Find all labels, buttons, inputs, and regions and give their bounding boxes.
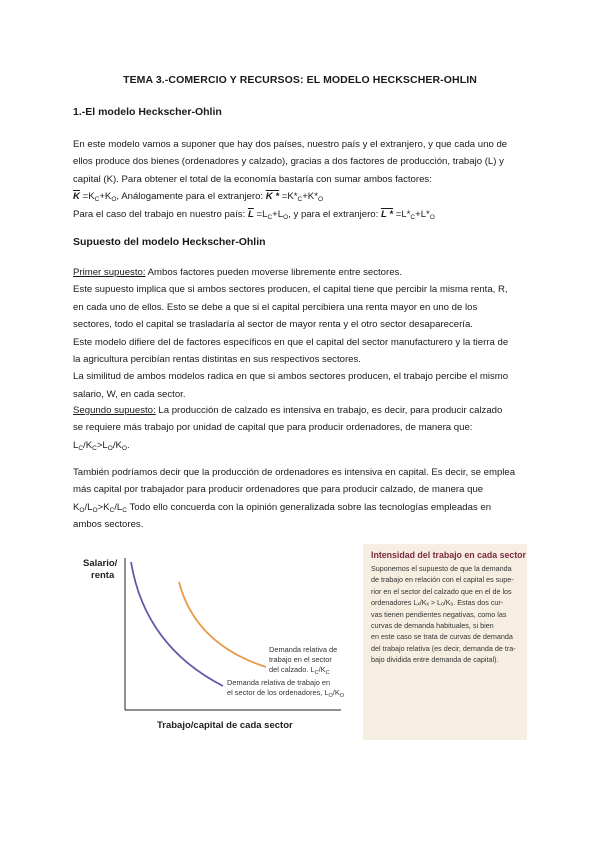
demand-curves-graph [73, 544, 361, 740]
text-line: la agricultura percibían rentas distintas en sus respectivos sectores. [73, 354, 361, 366]
equation-labor [73, 206, 527, 223]
subscript: O [79, 506, 85, 514]
subscript: C [94, 196, 100, 204]
eq-part: >L [96, 439, 108, 451]
third-paragraph [73, 464, 527, 534]
caption-title: Intensidad del trabajo en cada sector [371, 550, 526, 560]
section-heading-assumptions: Supuesto del modelo Heckscher-Ohlin [73, 236, 266, 248]
label-sub: C [325, 670, 330, 676]
text-line: ellos produce dos bienes (ordenadores y calzado), gracias a dos factores de producción, trabajo (L) y [73, 156, 504, 168]
eq-part: /L [114, 501, 123, 513]
label-part: /K [318, 665, 326, 674]
subscript: C [410, 213, 416, 221]
eq-part: /K [83, 439, 93, 451]
text-line: capital (K). Para obtener el total de la economía bastaría con sumar ambos factores: [73, 173, 432, 185]
label-sub: O [339, 693, 345, 699]
label-calzado-3 [269, 665, 330, 676]
page-title: TEMA 3.-COMERCIO Y RECURSOS: EL MODELO HECKSCHER-OHLIN [123, 74, 477, 86]
graph-svg [73, 544, 361, 740]
caption-line: de trabajo en relación con el capital es supe- [371, 575, 514, 585]
caption-line: bajo dividida entre demanda de capital). [371, 655, 499, 665]
label-part: del calzado. L [269, 665, 315, 674]
subscript: C [297, 196, 303, 204]
text-line: salario, W, en cada sector. [73, 388, 186, 400]
subscript: C [78, 444, 84, 452]
subscript: O [111, 196, 117, 204]
first-assumption-label: Primer supuesto: [73, 267, 146, 278]
curve-ordenadores [131, 562, 223, 686]
eq-part: +K [99, 191, 112, 203]
caption-line: vas tienen pendientes negativas, como las [371, 609, 507, 619]
text-line: sectores, todo el capital se trasladaría al sector de mayor renta y el otro sector desaparecería. [73, 319, 473, 331]
caption-line: rior en el sector del calzado que en el de los [371, 586, 512, 596]
text-line: La similitud de ambos modelos radica en que si ambos sectores producen, el trabajo percibe el mismo [73, 371, 509, 383]
caption-text [371, 563, 523, 666]
symbol-kstar-bar: K * [265, 191, 280, 203]
text-part: La producción de calzado es intensiva en trabajo, es decir, para producir calzado [155, 405, 503, 416]
eq-part: =K [82, 191, 95, 203]
eq-part: /L [84, 501, 93, 513]
eq-part: >K [97, 501, 110, 513]
subscript: O [92, 506, 98, 514]
intro-paragraph [73, 136, 527, 223]
subscript: O [107, 444, 113, 452]
text-line: Este supuesto implica que si ambos sectores producen, el capital tiene que percibir la misma renta, R, [73, 284, 508, 296]
text-line: más capital por trabajador para producir ordenadores que para producir calzado, de manera que [73, 484, 484, 496]
text-part: Ambos factores pueden moverse libremente entre sectores. [145, 267, 403, 278]
eq-part: Todo ello concuerda con la opinión generalizada sobre las tecnologías empleadas en [126, 501, 492, 513]
section-heading-model: 1.-El modelo Heckscher-Ohlin [73, 106, 222, 118]
caption-line: en este caso se trata de curvas de demanda [371, 632, 513, 642]
second-assumption-paragraph [73, 402, 527, 454]
text-line: se requiere más trabajo por unidad de capital que para producir ordenadores, de manera que: [73, 422, 473, 434]
eq-part: +L* [415, 208, 430, 220]
eq-part: , Análogamente para el extranjero: [116, 191, 264, 203]
eq-part: +K* [302, 191, 318, 203]
caption-line: curvas de demanda habituales, si bien [371, 621, 494, 631]
text-line: En este modelo vamos a suponer que hay dos países, nuestro país y el extranjero, y que cada uno de [73, 139, 508, 150]
label-calzado-1: Demanda relativa de [269, 645, 338, 654]
subscript: O [317, 196, 324, 204]
y-axis-label-1: Salario/ [83, 558, 118, 569]
eq-part: =L [256, 208, 268, 220]
labor-intensity-figure [73, 544, 527, 740]
text-line: en cada uno de ellos. Esto se debe a que si el capital percibiera una renta mayor en uno de los [73, 301, 478, 313]
symbol-l-bar: $\overline{L}$ [247, 208, 254, 220]
caption-line: del trabajo relativa (es decir, demanda de tra- [371, 643, 516, 653]
first-assumption-paragraph [73, 264, 527, 403]
caption-line: ordenadores Lₓ/Kₓ > Lₒ/Kₒ. Estas dos cur- [371, 598, 504, 608]
label-ordenadores-2 [227, 688, 345, 699]
ratio-inequality-capital [73, 499, 527, 516]
symbol-lstar-bar: L * [380, 208, 394, 220]
eq-part: =L* [395, 208, 411, 220]
eq-part: . [126, 439, 130, 451]
label-calzado-2: trabajo en el sector [269, 655, 332, 664]
caption-line: Suponemos el supuesto de que la demanda [371, 564, 512, 573]
subscript: C [122, 506, 127, 514]
eq-part: /K [112, 439, 122, 451]
y-axis-label-2: renta [91, 570, 115, 581]
eq-part: K [73, 501, 80, 513]
subscript: C [267, 213, 273, 221]
subscript: O [121, 444, 127, 452]
label-part: /K [332, 688, 340, 697]
text-line: También podríamos decir que la producción de ordenadores es intensiva en capital. Es decir, se emplea [73, 467, 516, 478]
x-axis-label: Trabajo/capital de cada sector [157, 720, 293, 731]
subscript: C [109, 506, 115, 514]
text-line [73, 402, 527, 419]
label-part: el sector de los ordenadores, L [227, 688, 329, 697]
second-assumption-label: Segundo supuesto: [73, 405, 156, 416]
text-line: Este modelo difiere del de factores específicos en que el capital del sector manufacturero y la tierra de [73, 336, 509, 348]
eq-part: Para el caso del trabajo en nuestro país: [73, 208, 246, 220]
text-line: ambos sectores. [73, 519, 144, 531]
figure-caption-box [363, 544, 527, 740]
eq-part: +L [272, 208, 284, 220]
curve-calzado [179, 582, 266, 667]
text-line [73, 264, 527, 281]
label-ordenadores-1: Demanda relativa de trabajo en [227, 678, 331, 687]
symbol-k-bar: $\overline{K}$ [73, 191, 80, 203]
subscript: O [429, 213, 435, 221]
subscript: C [92, 444, 97, 452]
eq-part: , y para el extranjero: [288, 208, 379, 220]
ratio-inequality [73, 437, 527, 454]
equation-capital [73, 188, 527, 205]
eq-part: =K* [281, 191, 298, 203]
label-sub: C [314, 670, 319, 676]
subscript: O [283, 213, 289, 221]
eq-part: L [73, 439, 79, 451]
label-sub: O [328, 693, 333, 699]
